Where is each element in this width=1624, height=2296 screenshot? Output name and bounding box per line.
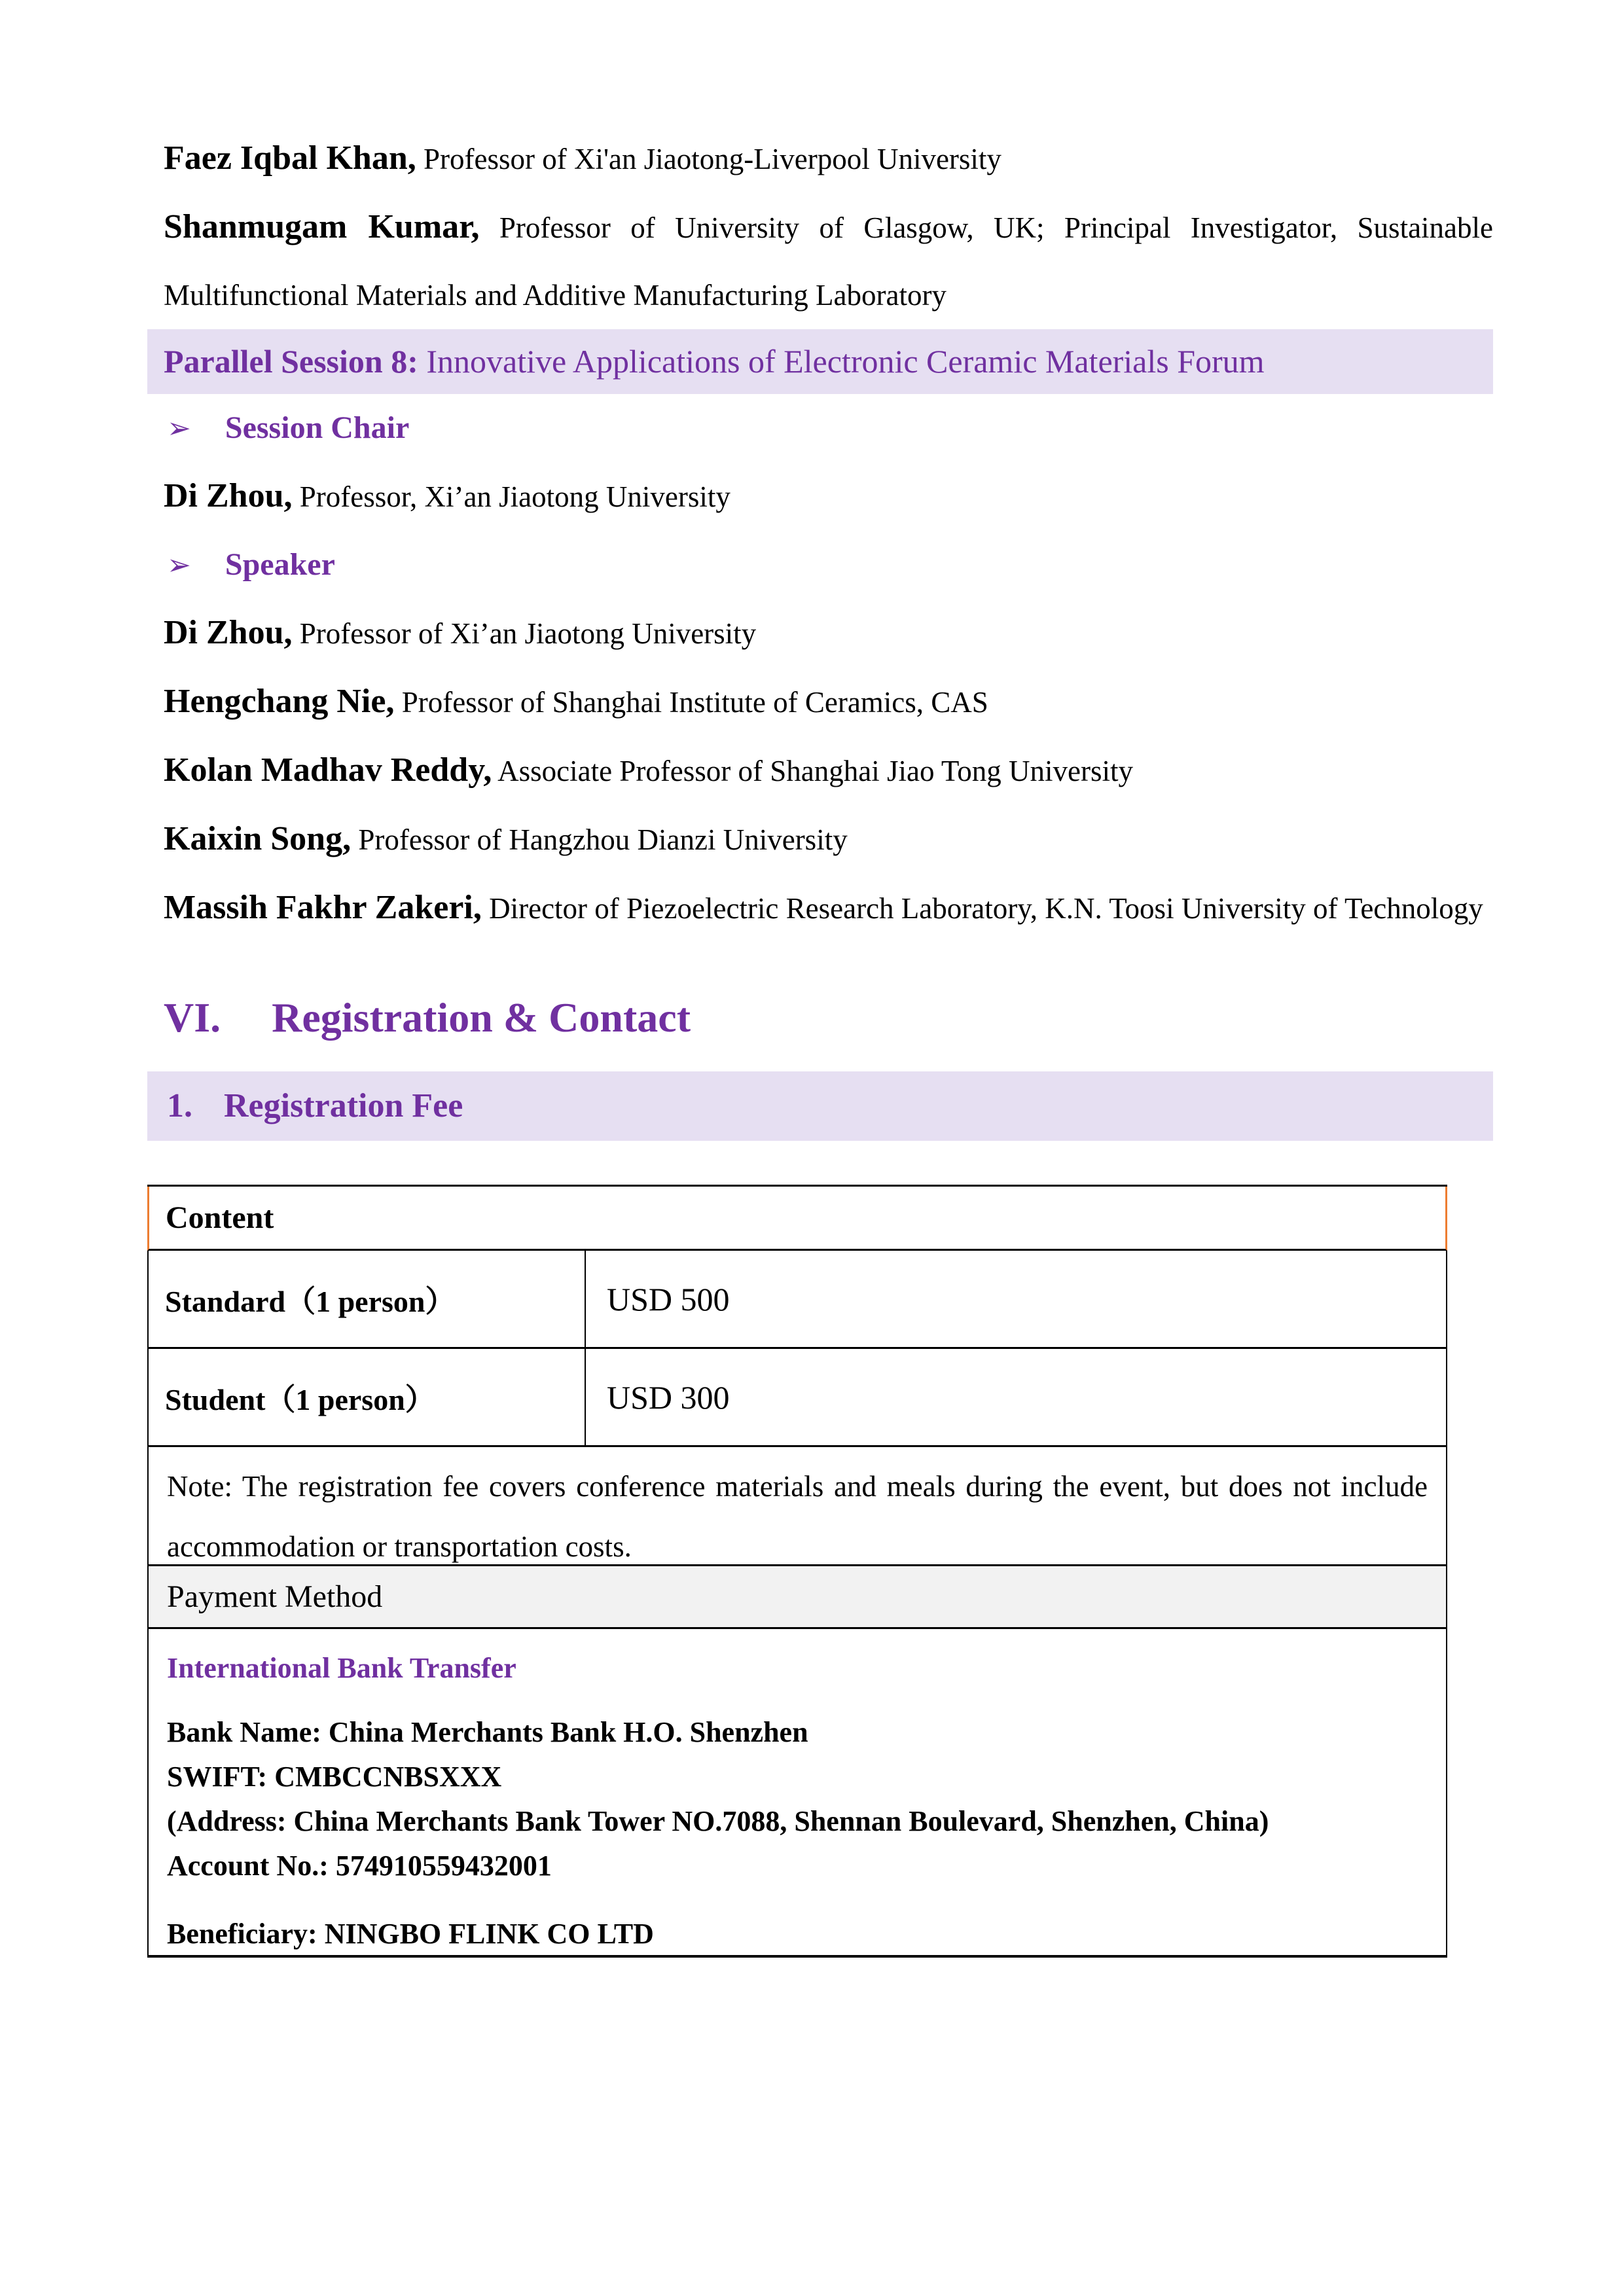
section-heading — [147, 982, 1493, 1054]
speaker-line — [147, 874, 1493, 942]
payment-method-row: Payment Method — [147, 1566, 1447, 1629]
speaker-name: Shanmugam Kumar, — [164, 208, 480, 245]
speaker-affiliation: Professor, Xi’an Jiaotong University — [292, 480, 731, 513]
speaker-line — [147, 124, 1493, 193]
speaker-name: Di Zhou, — [164, 614, 293, 651]
speaker-heading-label: Speaker — [225, 547, 335, 582]
speaker-name: Kaixin Song, — [164, 820, 352, 857]
payment-method-title: International Bank Transfer — [167, 1652, 516, 1684]
fee-row-value: USD 300 — [607, 1378, 730, 1416]
speaker-line — [147, 193, 1493, 329]
fee-table-header-row — [147, 1187, 1447, 1251]
page-content — [147, 124, 1493, 1958]
speaker-name: Di Zhou, — [164, 477, 293, 514]
parallel-session-banner — [147, 329, 1493, 394]
fee-table-row-standard — [147, 1251, 1447, 1349]
speaker-name: Kolan Madhav Reddy, — [164, 751, 492, 789]
arrow-bullet-icon: ➢ — [167, 412, 191, 444]
bank-details — [167, 1710, 1428, 1888]
speaker-affiliation: Professor of Xi'an Jiaotong-Liverpool University — [416, 143, 1001, 175]
fee-table — [147, 1185, 1447, 1958]
swift-line: SWIFT: CMBCCNBSXXX — [167, 1761, 502, 1793]
subsection-number: 1. — [167, 1087, 192, 1124]
speaker-affiliation: Professor of Hangzhou Dianzi University — [351, 823, 848, 856]
speaker-heading — [147, 531, 1493, 599]
subsection-title: Registration Fee — [224, 1087, 463, 1124]
section-title: Registration & Contact — [272, 994, 691, 1041]
speaker-affiliation: Director of Piezoelectric Research Laboratory, K.N. Toosi University of Technology — [481, 892, 1483, 925]
registration-fee-banner — [147, 1071, 1493, 1141]
session-chair-heading — [147, 394, 1493, 462]
section-numeral: VI. — [164, 994, 221, 1041]
session-banner-prefix: Parallel Session 8: — [164, 343, 418, 380]
fee-row-value: USD 500 — [607, 1280, 730, 1318]
bank-name-line: Bank Name: China Merchants Bank H.O. Shenzhen — [167, 1716, 808, 1748]
session-chair-heading-label: Session Chair — [225, 410, 410, 445]
fee-table-row-student — [147, 1349, 1447, 1447]
account-number-line: Account No.: 574910559432001 — [167, 1850, 552, 1882]
session-chair-line — [147, 462, 1493, 531]
speaker-line — [147, 668, 1493, 736]
speaker-affiliation: Professor of Xi’an Jiaotong University — [292, 617, 757, 650]
speaker-affiliation: Associate Professor of Shanghai Jiao Tong University — [492, 755, 1133, 787]
fee-row-label: Standard（1 person） — [149, 1251, 586, 1347]
speaker-line — [147, 599, 1493, 668]
speaker-line — [147, 736, 1493, 805]
arrow-bullet-icon: ➢ — [167, 549, 191, 581]
bank-address-line: (Address: China Merchants Bank Tower NO.7088, Shennan Boulevard, Shenzhen, China) — [167, 1805, 1269, 1837]
bank-transfer-row — [147, 1629, 1447, 1955]
session-banner-title: Innovative Applications of Electronic Ceramic Materials Forum — [418, 343, 1265, 380]
fee-table-header-label: Content — [166, 1200, 274, 1235]
speaker-name: Massih Fakhr Zakeri, — [164, 889, 482, 926]
beneficiary-line: Beneficiary: NINGBO FLINK CO LTD — [167, 1918, 654, 1950]
speaker-name: Faez Iqbal Khan, — [164, 139, 416, 177]
speaker-affiliation: Professor of University of Glasgow, UK; Principal Investigator, Sustainable Multifunctional Materials and Additive Manufacturing Laboratory — [164, 211, 1493, 312]
speaker-line — [147, 805, 1493, 874]
speaker-affiliation: Professor of Shanghai Institute of Ceramics, CAS — [394, 686, 988, 719]
fee-row-label: Student（1 person） — [149, 1349, 586, 1445]
speaker-name: Hengchang Nie, — [164, 683, 395, 720]
fee-table-note-row: Note: The registration fee covers conference materials and meals during the event, but does not include accommodation or transportation costs. — [147, 1447, 1447, 1566]
